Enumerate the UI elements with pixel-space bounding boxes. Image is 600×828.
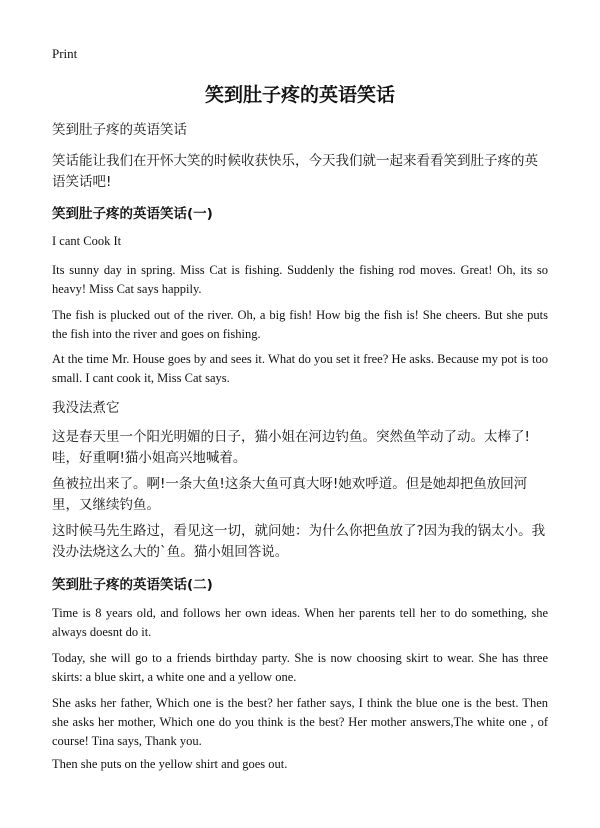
en-paragraph-1: Its sunny day in spring. Miss Cat is fishing. Suddenly the fishing rod moves. Great! Oh, its so heavy! Miss Cat says happily. — [52, 263, 548, 296]
en2-paragraph-2: Today, she will go to a friends birthday party. She is now choosing skirt to wear. She has three skirts: a blue skirt, a white one and a yellow one. — [52, 651, 548, 684]
en-paragraph-2: The fish is plucked out of the river. Oh, a big fish! How big the fish is! She cheers. But she puts the fish into the river and goes on fishing. — [52, 308, 548, 341]
cn-paragraph-1: 这是春天里一个阳光明媚的日子，猫小姐在河边钓鱼。突然鱼竿动了动。太棒了!哇，好重啊!猫小姐高兴地喊着。 — [52, 429, 530, 466]
en2-paragraph-4: Then she puts on the yellow shirt and goes out. — [52, 757, 288, 771]
intro-paragraph: 笑话能让我们在开怀大笑的时候收获快乐，今天我们就一起来看看笑到肚子疼的英语笑话吧! — [52, 153, 538, 190]
section2-heading: 笑到肚子疼的英语笑话(二) — [52, 577, 213, 593]
cn-paragraph-2: 鱼被拉出来了。啊!一条大鱼!这条大鱼可真大呀!她欢呼道。但是她却把鱼放回河里，又继续钓鱼。 — [52, 476, 528, 513]
cn-story-title: 我没法煮它 — [52, 400, 120, 416]
section1-heading: 笑到肚子疼的英语笑话(一) — [52, 206, 213, 222]
cn-paragraph-3: 这时候马先生路过，看见这一切，就问她：为什么你把鱼放了?因为我的锅太小。我没办法烧这么大的`鱼。猫小姐回答说。 — [52, 523, 546, 560]
en-paragraph-3: At the time Mr. House goes by and sees it. What do you set it free? He asks. Because my pot is too small. I cant cook it, Miss Cat says. — [52, 352, 548, 385]
page-title: 笑到肚子疼的英语笑话 — [204, 84, 395, 106]
subtitle: 笑到肚子疼的英语笑话 — [52, 122, 187, 138]
en2-paragraph-3: She asks her father, Which one is the best? her father says, I think the blue one is the best. Then she asks her mother, Which one do you think is the best? Her mother answers,The white one , of course! Tina says, Thank you. — [52, 696, 548, 748]
en2-paragraph-1: Time is 8 years old, and follows her own ideas. When her parents tell her to do something, she always doesnt do it. — [52, 606, 548, 639]
story-title: I cant Cook It — [52, 234, 122, 248]
print-link[interactable]: Print — [52, 46, 78, 61]
